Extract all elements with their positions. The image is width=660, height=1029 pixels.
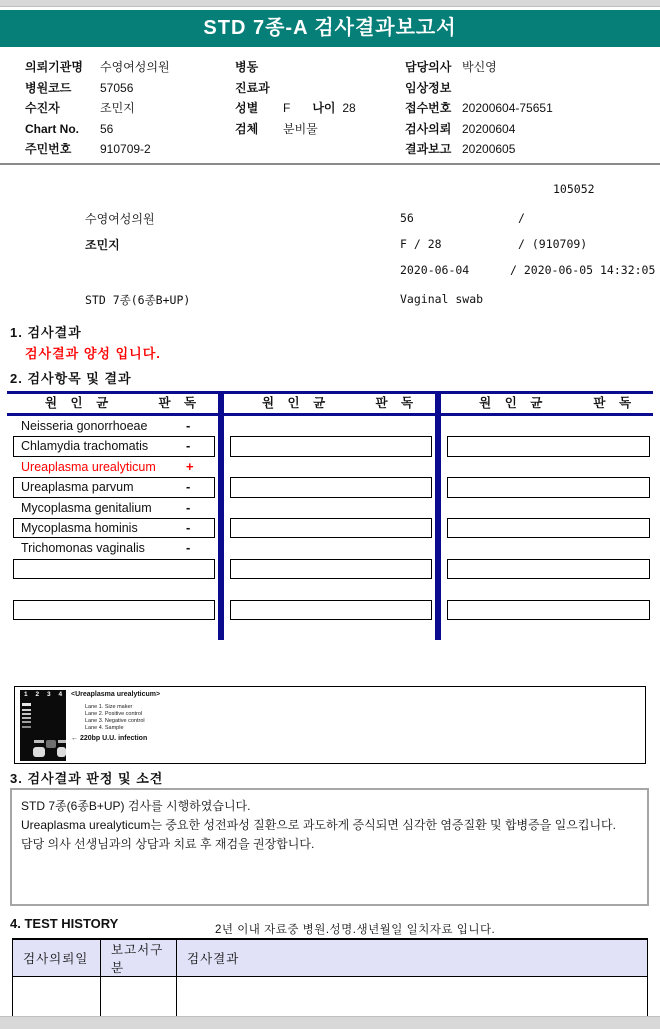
summary-slash: /	[518, 211, 525, 225]
overall-result-text: 검사결과 양성 입니다.	[25, 346, 161, 361]
table-divider-bar	[435, 391, 441, 640]
field-value: 20200605	[462, 142, 516, 156]
pathogen-column-1	[7, 416, 218, 620]
field-value: 910709-2	[100, 142, 151, 156]
field-label: 병동	[235, 60, 259, 74]
info-row	[235, 57, 356, 78]
gel-title: <Ureaplasma urealyticum>	[71, 691, 161, 698]
lane-description: Lane 4. Sample	[85, 725, 124, 731]
pathogen-result: -	[186, 519, 191, 535]
field-label: 주민번호	[25, 142, 72, 156]
pathogen-row	[13, 518, 215, 538]
ladder-band	[22, 717, 31, 719]
history-col-request-date: 검사의뢰일	[13, 939, 101, 977]
pathogen-result-table	[7, 391, 653, 640]
pathogen-result: -	[186, 479, 191, 495]
info-row	[25, 119, 170, 140]
info-column-middle	[235, 57, 356, 139]
summary-specimen: Vaginal swab	[400, 292, 484, 306]
header-group	[441, 394, 653, 413]
field-label: 임상정보	[405, 80, 452, 95]
field-label: 성별	[235, 101, 259, 115]
column-header-pathogen: 원 인 균	[479, 396, 548, 410]
opinion-line: Ureaplasma urealyticum는 중요한 성전파성 질환으로 과도하게 증식되면 심각한 염증질환 및 합병증을 일으킵니다.	[21, 818, 616, 832]
pathogen-name: Ureaplasma urealyticum	[21, 459, 156, 474]
field-label: 접수번호	[405, 101, 452, 115]
pathogen-row	[447, 416, 650, 436]
info-row	[25, 98, 170, 119]
summary-hospital: 수영여성의원	[85, 212, 155, 226]
ladder-band	[22, 703, 31, 706]
pathogen-name: Mycoplasma hominis	[21, 520, 138, 535]
pathogen-row	[230, 518, 432, 538]
pathogen-row	[447, 498, 650, 518]
section-divider-line	[0, 163, 660, 165]
info-row	[25, 78, 170, 99]
info-row	[405, 57, 553, 78]
pathogen-row	[230, 416, 432, 436]
pathogen-result: -	[186, 499, 191, 515]
field-label: 병원코드	[25, 80, 72, 95]
pathogen-row	[230, 538, 432, 558]
lane-number: 1	[23, 691, 28, 698]
info-row	[405, 139, 553, 160]
gel-figure-box	[14, 686, 646, 764]
pathogen-row	[447, 538, 650, 558]
history-col-result: 검사결과	[177, 939, 648, 977]
pathogen-row	[13, 579, 215, 599]
lane-number: 4	[58, 691, 63, 698]
info-row	[25, 57, 170, 78]
document-number: 105052	[553, 182, 595, 196]
pathogen-row	[447, 600, 650, 620]
info-row	[405, 98, 553, 119]
report-title-banner	[0, 10, 660, 47]
pathogen-result: -	[186, 540, 191, 556]
lane-description: Lane 3. Negative control	[85, 718, 145, 724]
pathogen-row	[230, 457, 432, 477]
summary-chart-no: 56	[400, 211, 414, 225]
summary-test-name: STD 7종(6종B+UP)	[85, 293, 191, 307]
lane-number: 2	[35, 691, 40, 698]
lane4-220bp-band	[58, 740, 66, 743]
pathogen-row	[447, 436, 650, 456]
pathogen-row	[447, 559, 650, 579]
field-value: F	[283, 101, 291, 115]
field-label: 수진자	[25, 101, 60, 115]
pathogen-column-2	[224, 416, 435, 620]
ladder-band	[22, 721, 31, 723]
info-row	[25, 139, 170, 160]
pathogen-row	[230, 559, 432, 579]
report-title: STD 7종-A 검사결과보고서	[203, 17, 457, 39]
summary-patient-name: 조민지	[85, 238, 120, 252]
header-group	[7, 394, 218, 413]
field-value: 56	[100, 121, 114, 136]
info-row	[235, 119, 356, 140]
field-label: 검체	[235, 121, 259, 136]
lane-description: Lane 2. Positive control	[85, 711, 143, 717]
pathogen-row	[230, 579, 432, 599]
pathogen-row	[13, 559, 215, 579]
column-header-pathogen: 원 인 균	[44, 396, 114, 410]
gel-lane-numbers	[20, 690, 66, 698]
lane4-primer-blob	[57, 747, 66, 757]
pathogen-result: -	[186, 438, 191, 454]
summary-birth: / (910709)	[518, 237, 588, 251]
pathogen-row	[13, 498, 215, 518]
patient-info-block	[0, 57, 660, 161]
pathogen-name: Mycoplasma genitalium	[21, 500, 152, 515]
field-label: 담당의사	[405, 60, 452, 74]
ladder-band	[22, 713, 31, 715]
field-value: 20200604-75651	[462, 101, 553, 115]
info-row	[405, 78, 553, 99]
pathogen-result: +	[186, 458, 194, 474]
field-value: 조민지	[100, 101, 135, 115]
column-header-pathogen: 원 인 균	[261, 396, 331, 410]
field-value: 28	[342, 101, 356, 115]
page-top-edge	[0, 0, 660, 7]
field-value: 수영여성의원	[100, 60, 170, 74]
pathogen-row	[230, 600, 432, 620]
history-col-report-type: 보고서구분	[101, 939, 177, 977]
opinion-line: 담당 의사 선생님과의 상담과 치료 후 재검을 권장합니다.	[21, 837, 315, 851]
pathogen-name: Neisseria gonorrhoeae	[21, 419, 148, 433]
section3-heading: 3. 검사결과 판정 및 소견	[10, 771, 164, 786]
page-bottom-edge	[0, 1016, 660, 1029]
info-row	[405, 119, 553, 140]
pathogen-name: Chlamydia trachomatis	[21, 439, 149, 454]
pathogen-table-header	[7, 391, 653, 416]
lane2-220bp-band	[34, 740, 44, 743]
pathogen-table-body	[7, 416, 653, 620]
summary-report-datetime: / 2020-06-05 14:32:05	[510, 263, 656, 277]
pathogen-row	[230, 477, 432, 497]
pathogen-row	[13, 538, 215, 558]
lane2-primer-blob	[33, 747, 45, 757]
pathogen-row	[230, 436, 432, 456]
lane3-faint-band	[46, 740, 56, 748]
field-label: Chart No.	[25, 121, 79, 136]
header-group	[224, 394, 435, 413]
gel-electrophoresis-image	[20, 690, 66, 761]
field-label: 의뢰기관명	[25, 60, 83, 74]
pathogen-name: Ureaplasma parvum	[21, 480, 134, 495]
opinion-box	[10, 788, 649, 906]
history-header-row	[13, 939, 648, 977]
pathogen-row	[13, 477, 215, 497]
summary-block	[0, 172, 660, 322]
field-label: 나이	[312, 101, 336, 115]
ladder-band	[22, 709, 31, 711]
table-divider-bar	[218, 391, 224, 640]
lane-description: Lane 1. Size maker	[85, 704, 133, 710]
pathogen-row	[230, 498, 432, 518]
summary-sex-age: F / 28	[400, 237, 442, 251]
field-value: 20200604	[462, 121, 516, 136]
pathogen-column-3	[441, 416, 653, 620]
gel-band-annotation: ← 220bp U.U. infection	[71, 735, 148, 742]
pathogen-row	[447, 579, 650, 599]
field-label: 진료과	[235, 80, 270, 95]
pathogen-row	[447, 477, 650, 497]
field-value: 57056	[100, 80, 134, 95]
pathogen-row	[13, 457, 215, 477]
pathogen-row	[13, 416, 215, 436]
pathogen-row	[447, 457, 650, 477]
section1-heading: 1. 검사결과	[10, 325, 82, 340]
section2-heading: 2. 검사항목 및 결과	[10, 371, 132, 386]
gel-lane-descriptions	[85, 704, 145, 732]
info-row	[235, 78, 356, 99]
pathogen-row	[13, 436, 215, 456]
column-header-result: 판 독	[593, 396, 637, 410]
info-row	[235, 98, 356, 119]
opinion-line: STD 7종(6종B+UP) 검사를 시행하였습니다.	[21, 799, 251, 813]
field-label: 검사의뢰	[405, 121, 452, 136]
pathogen-row	[447, 518, 650, 538]
pathogen-row	[13, 600, 215, 620]
history-note: 2년 이내 자료중 병원.성명.생년월일 일치자료 입니다.	[215, 924, 496, 936]
column-header-result: 판 독	[375, 396, 419, 410]
section4-heading: 4. TEST HISTORY	[10, 916, 119, 931]
pathogen-name: Trichomonas vaginalis	[21, 541, 145, 556]
summary-request-date: 2020-06-04	[400, 263, 470, 277]
ladder-band	[22, 726, 31, 728]
field-value: 분비물	[283, 121, 318, 136]
info-column-left	[25, 57, 170, 160]
field-value: 박신영	[462, 60, 497, 74]
column-header-result: 판 독	[158, 396, 202, 410]
field-label: 결과보고	[405, 142, 452, 156]
info-column-right	[405, 57, 553, 160]
lane-number: 3	[46, 691, 51, 698]
pathogen-result: -	[186, 418, 191, 433]
